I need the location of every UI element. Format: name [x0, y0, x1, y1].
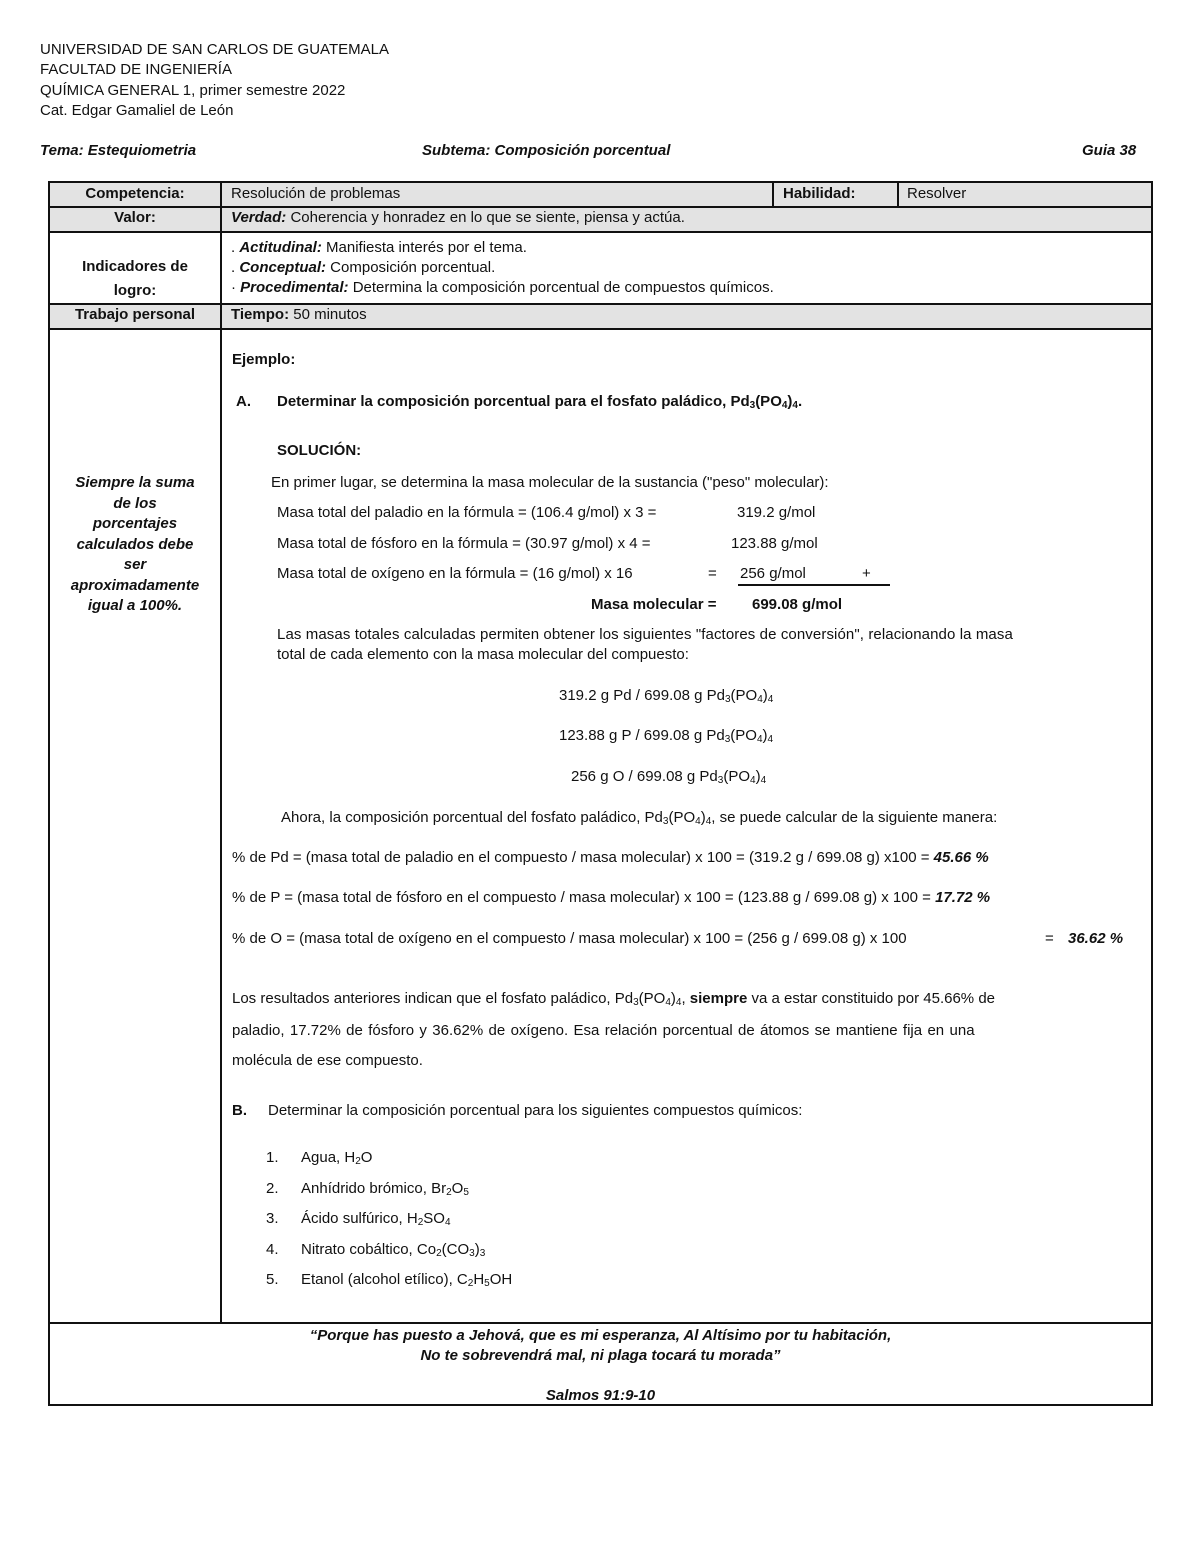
intro-text: En primer lugar, se determina la masa molecular de la sustancia ("peso" molecular): [271, 474, 829, 491]
item-number: 2. [266, 1179, 279, 1197]
valor-value [231, 209, 685, 226]
subscript: 3 [717, 775, 724, 786]
formula-part: (CO [441, 1240, 470, 1258]
indicador-text: Composición porcentual. [326, 259, 496, 276]
valor-label: Valor: [114, 209, 156, 226]
formula-part: OH [489, 1271, 513, 1288]
indicador-label: Conceptual: [239, 259, 327, 276]
ejemplo-heading: Ejemplo: [232, 351, 296, 368]
indicador-conceptual [231, 259, 495, 276]
pct-o-line: % de O = (masa total de oxígeno en el compuesto / masa molecular) x 100 = (256 g / 699.08 g) x 100 [232, 930, 907, 947]
subscript: 3 [749, 400, 756, 411]
tiempo-label: Tiempo: [231, 306, 290, 323]
subscript: 4 [675, 997, 682, 1008]
competencia-value: Resolución de problemas [231, 185, 401, 202]
subscript: 3 [633, 997, 639, 1008]
table-border-bottom [48, 1404, 1153, 1406]
formula-part: (PO [668, 809, 696, 826]
indicadores-label-2: logro: [113, 282, 157, 299]
item-number: 4. [266, 1240, 279, 1258]
subscript: 3 [479, 1247, 486, 1259]
faculty-name: FACULTAD DE INGENIERÍA [40, 61, 232, 78]
factor-text: 319.2 g Pd / 699.08 g Pd [559, 687, 725, 704]
table-divider [48, 1322, 1153, 1324]
masa-pd-value: 319.2 g/mol [737, 504, 816, 521]
masa-o-line: Masa total de oxígeno en la fórmula = (16 g/mol) x 16 [277, 565, 633, 582]
formula-part: O [360, 1149, 373, 1166]
subscript: 4 [767, 694, 774, 705]
factores-line-2: total de cada elemento con la masa molecular del compuesto: [277, 646, 689, 663]
quote-reference: Salmos 91:9-10 [545, 1387, 656, 1404]
item-number: 5. [266, 1271, 279, 1288]
subscript: 3 [469, 1247, 475, 1259]
subscript: 2 [446, 1186, 452, 1198]
valor-bold: Verdad: [231, 209, 287, 226]
bullet: . [231, 259, 240, 276]
note-line: Siempre la suma [75, 474, 195, 491]
item-name: Etanol (alcohol etílico), C [301, 1271, 468, 1288]
subscript: 3 [662, 816, 669, 827]
resultados-part: va a estar constituido por 45.66% de [747, 990, 995, 1007]
guia-label: Guia 38 [1082, 142, 1137, 159]
formula-part: ) [474, 1240, 480, 1258]
pct-pd-value: 45.66 % [933, 849, 989, 866]
table-column-divider [220, 181, 222, 1324]
subscript: 5 [484, 1278, 490, 1289]
quote-line-1: “Porque has puesto a Jehová, que es mi esperanza, Al Altísimo por tu habitación, [309, 1327, 892, 1344]
subscript: 4 [757, 694, 763, 705]
subscript: 4 [705, 816, 712, 827]
list-item [266, 1174, 512, 1205]
formula-part: H [473, 1271, 485, 1288]
list-item [266, 1235, 512, 1266]
quote-line-2: No te sobrevendrá mal, ni plaga tocará tu morada” [420, 1347, 781, 1364]
subscript: 4 [444, 1217, 451, 1228]
item-number: 3. [266, 1210, 279, 1227]
masa-p-line: Masa total de fósforo en la fórmula = (30.97 g/mol) x 4 = [277, 535, 651, 552]
subscript: 4 [760, 775, 767, 786]
formula-part: ) [670, 990, 676, 1007]
factor-o [571, 768, 766, 785]
masa-o-value: 256 g/mol [740, 565, 806, 582]
bullet: . [231, 239, 240, 256]
table-column-divider [897, 181, 899, 208]
formula-part: ) [762, 687, 768, 704]
indicador-text: Manifiesta interés por el tema. [321, 239, 527, 256]
subscript: 3 [724, 734, 731, 745]
item-name: Ácido sulfúrico, H [301, 1210, 418, 1227]
indicador-procedimental [231, 279, 774, 296]
problem-a-text-main: Determinar la composición porcentual para el fosfato paládico, Pd [277, 393, 750, 410]
indicador-label: Procedimental: [240, 279, 349, 296]
siempre-bold: siempre [689, 990, 748, 1007]
factor-text: 256 g O / 699.08 g Pd [571, 768, 718, 785]
masa-o-equals: = [708, 565, 717, 582]
table-divider [48, 328, 1153, 330]
tiempo-text: 50 minutos [289, 306, 367, 323]
ahora-part: Ahora, la composición porcentual del fosfato paládico, Pd [281, 809, 663, 826]
factor-text: 123.88 g P / 699.08 g Pd [559, 727, 725, 744]
list-item [266, 1204, 512, 1235]
formula-part: ) [755, 768, 761, 785]
note-line: calculados debe [76, 535, 194, 553]
indicador-label: Actitudinal: [239, 239, 322, 256]
note-line: porcentajes [92, 515, 178, 532]
masa-p-value: 123.88 g/mol [731, 535, 818, 552]
sidebar-note [50, 473, 220, 617]
subscript: 2 [417, 1217, 424, 1228]
formula-part: (PO [638, 990, 666, 1007]
pct-formula: % de Pd = (masa total de paladio en el compuesto / masa molecular) x 100 = (319.2 g / 699.08 g) x100 = [232, 849, 930, 866]
subscript: 3 [724, 694, 731, 705]
pct-formula: % de P = (masa total de fósforo en el compuesto / masa molecular) x 100 = (123.88 g / 699.08 g) x 100 = [232, 889, 931, 906]
problem-a-letter: A. [236, 393, 251, 410]
table-border-right [1151, 181, 1153, 1406]
resultados-part: , [681, 990, 690, 1007]
subscript: 2 [355, 1156, 361, 1167]
indicador-text: Determina la composición porcentual de compuestos químicos. [348, 279, 774, 296]
table-border-left [48, 181, 50, 1406]
tiempo-value [231, 306, 367, 323]
factor-pd [559, 687, 773, 704]
subscript: 2 [467, 1278, 474, 1289]
table-divider [48, 206, 1153, 208]
resultados-line-2: paladio, 17.72% de fósforo y 36.62% de oxígeno. Esa relación porcentual de átomos se mantiene fija en una [232, 1022, 975, 1039]
subscript: 4 [695, 816, 701, 827]
table-divider [48, 231, 1153, 233]
table-column-divider [772, 181, 774, 208]
factores-line-1: Las masas totales calculadas permiten obtener los siguientes "factores de conversión", relacionando la masa [277, 626, 1013, 643]
formula-part: SO [423, 1210, 445, 1227]
ahora-part: , se puede calcular de la siguiente manera: [711, 809, 998, 826]
list-item [266, 1265, 512, 1296]
note-line: igual a 100%. [87, 597, 183, 614]
note-line: de los [113, 494, 157, 512]
subscript: 4 [781, 400, 788, 411]
pct-p-value: 17.72 % [935, 889, 991, 906]
formula-part: (PO [723, 768, 751, 785]
pct-p-line [232, 889, 990, 906]
competencia-label: Competencia: [85, 185, 185, 202]
item-number: 1. [266, 1149, 279, 1166]
formula-part: ) [787, 393, 793, 410]
problem-b-text: Determinar la composición porcentual para los siguientes compuestos químicos: [268, 1102, 803, 1119]
factor-p [559, 727, 773, 744]
table-border-top [48, 181, 1153, 183]
subscript: 4 [767, 734, 774, 745]
ahora-text [281, 809, 997, 826]
formula-part: (PO [730, 687, 758, 704]
masa-molecular-label: Masa molecular = [591, 596, 717, 613]
list-item [266, 1143, 512, 1174]
resultados-line-3: molécula de ese compuesto. [232, 1052, 423, 1069]
subscript: 4 [750, 775, 756, 786]
problem-b-letter: B. [232, 1102, 247, 1119]
solucion-heading: SOLUCIÓN: [277, 442, 362, 459]
plus-sign: + [862, 565, 871, 582]
problem-a-text [277, 393, 802, 410]
teacher-name: Cat. Edgar Gamaliel de León [40, 102, 234, 119]
note-line: ser [123, 556, 147, 573]
formula-part: ) [700, 809, 706, 826]
item-name: Nitrato cobáltico, Co [301, 1240, 437, 1258]
pct-o-value: 36.62 % [1068, 930, 1124, 947]
subscript: 2 [436, 1247, 442, 1259]
formula-part: O [451, 1179, 464, 1197]
valor-text: Coherencia y honradez en lo que se siente, piensa y actúa. [286, 209, 685, 226]
pct-pd-line [232, 849, 989, 866]
pct-o-equals: = [1045, 930, 1054, 947]
habilidad-label: Habilidad: [783, 185, 856, 202]
subscript: 4 [665, 997, 671, 1008]
subscript: 4 [756, 734, 763, 745]
trabajo-label: Trabajo personal [74, 306, 196, 323]
formula-part: (PO [730, 727, 757, 744]
university-name: UNIVERSIDAD DE SAN CARLOS DE GUATEMALA [40, 41, 389, 58]
note-line: aproximadamente [70, 576, 200, 594]
item-name: Anhídrido brómico, Br [301, 1179, 447, 1197]
item-name: Agua, H [301, 1149, 356, 1166]
formula-part: (PO [755, 393, 782, 410]
table-divider [48, 303, 1153, 305]
resultados-part: Los resultados anteriores indican que el fosfato paládico, Pd [232, 990, 634, 1007]
tema-label: Tema: Estequiometria [40, 142, 197, 159]
subtema-label: Subtema: Composición porcentual [422, 142, 671, 159]
subscript: 4 [792, 400, 798, 411]
sum-underline [738, 584, 890, 586]
formula-part: ) [762, 727, 768, 744]
compound-list [266, 1143, 512, 1296]
masa-pd-line: Masa total del paladio en la fórmula = (106.4 g/mol) x 3 = [277, 504, 657, 521]
indicador-actitudinal [231, 239, 527, 256]
habilidad-value: Resolver [907, 185, 967, 202]
formula-part: . [797, 393, 803, 410]
subscript: 5 [463, 1186, 469, 1198]
bullet: · [231, 279, 241, 296]
resultados-line-1 [232, 990, 995, 1007]
indicadores-label-1: Indicadores de [82, 258, 188, 275]
course-name: QUÍMICA GENERAL 1, primer semestre 2022 [40, 82, 346, 99]
masa-molecular-value: 699.08 g/mol [752, 596, 843, 613]
